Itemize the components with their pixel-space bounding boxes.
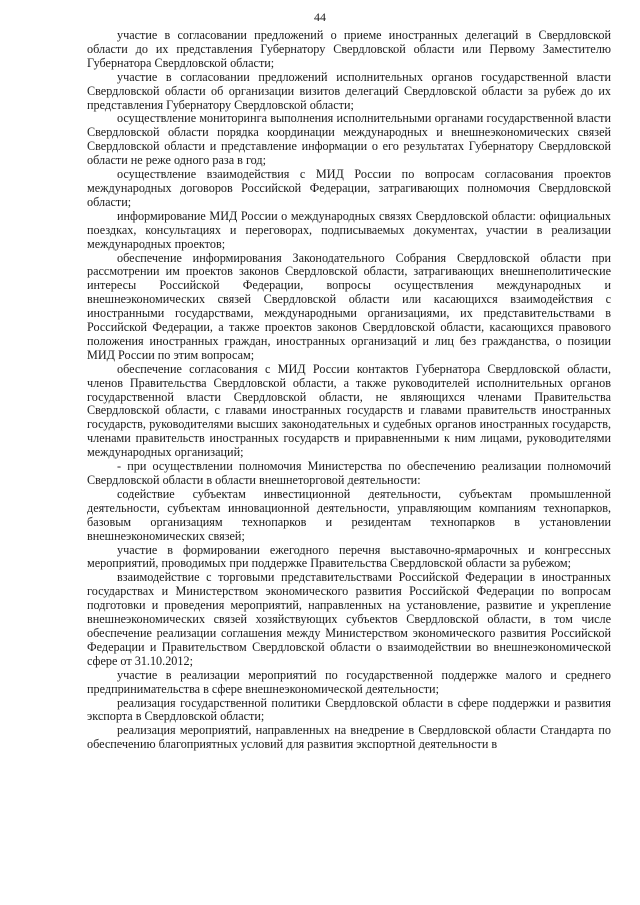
- paragraph: содействие субъектам инвестиционной деятельности, субъектам промышленной деятельности, субъектам инновационной деятельности, управляющим компаниям технопарков, базовым организациям технопарков и резидентам технопарков в установлении внешнеэкономических связей;: [87, 486, 611, 543]
- paragraph: осуществление взаимодействия с МИД России по вопросам согласования проектов международных договоров Российской Федерации, затрагивающих полномочия Свердловской области;: [87, 167, 611, 209]
- paragraph: участие в реализации мероприятий по государственной поддержке малого и среднего предпринимательства в сфере внешнеэкономической деятельности;: [87, 667, 611, 696]
- paragraph: информирование МИД России о международных связях Свердловской области: официальных поездках, консультациях и переговорах, подписываемых документах, участии в реализации международных проектов;: [87, 208, 611, 251]
- paragraph: обеспечение согласования с МИД России контактов Губернатора Свердловской области, членов Правительства Свердловской области, а также руководителей исполнительных органов государственной власти Свердловской области, не являющихся членами Правительства Свердловской области, с главами иностранных государств и главами правительств иностранных государств, руководителями высших законодательных и судебных органов иностранных государств, членами правительств иностранных государств и приравненными к ним лицами, руководителями международных организаций;: [87, 361, 611, 460]
- paragraph: взаимодействие с торговыми представительствами Российской Федерации в иностранных государствах и Министерством экономического развития Российской Федерации по вопросам подготовки и проведения мероприятий, направленных на установление, развитие и укрепление внешнеэкономических связей хозяйствующих субъектов Свердловской области, в том числе обеспечение реализации соглашения между Министерством экономического развития Российской Федерации и Правительством Свердловской области о взаимодействии во внешнеэкономической сфере от 31.10.2012;: [87, 570, 611, 668]
- document-body: [87, 29, 611, 752]
- paragraph: участие в формировании ежегодного перечня выставочно-ярмарочных и конгрессных мероприятий, проводимых при поддержке Правительства Свердловской области за рубежом;: [87, 542, 611, 571]
- paragraph: реализация мероприятий, направленных на внедрение в Свердловской области Стандарта по обеспечению благоприятных условий для развития экспортной деятельности в: [87, 723, 611, 752]
- page-number: 44: [314, 10, 326, 24]
- paragraph: реализация государственной политики Свердловской области в сфере поддержки и развития экспорта в Свердловской области;: [87, 695, 611, 724]
- paragraph: обеспечение информирования Законодательного Собрания Свердловской области при рассмотрении им проектов законов Свердловской области, затрагивающих внешнеполитические интересы Российской Федерации, вопросы осуществления международных и внешнеэкономических связей Свердловской области или касающихся взаимодействия с иностранными государствами, международными организациями, их представительствами в Российской Федерации, а также проектов законов Свердловской области, касающихся правового положения иностранных граждан, иностранных организаций и лиц без гражданства, о позиции МИД России по этим вопросам;: [87, 250, 611, 362]
- paragraph: осуществление мониторинга выполнения исполнительными органами государственной власти Свердловской области порядка координации международных и внешнеэкономических связей Свердловской области и представление информации о его результатах Губернатору Свердловской области не реже одного раза в год;: [87, 111, 611, 168]
- paragraph: участие в согласовании предложений о приеме иностранных делегаций в Свердловской области до их представления Губернатору Свердловской области или Первому Заместителю Губернатора Свердловской области;: [87, 28, 611, 70]
- paragraph: участие в согласовании предложений исполнительных органов государственной власти Свердловской области об организации визитов делегаций Свердловской области за рубеж до их представления Губернатору Свердловской области;: [87, 69, 611, 112]
- paragraph: - при осуществлении полномочия Министерства по обеспечению реализации полномочий Свердловской области в области внешнеторговой деятельности:: [87, 459, 611, 487]
